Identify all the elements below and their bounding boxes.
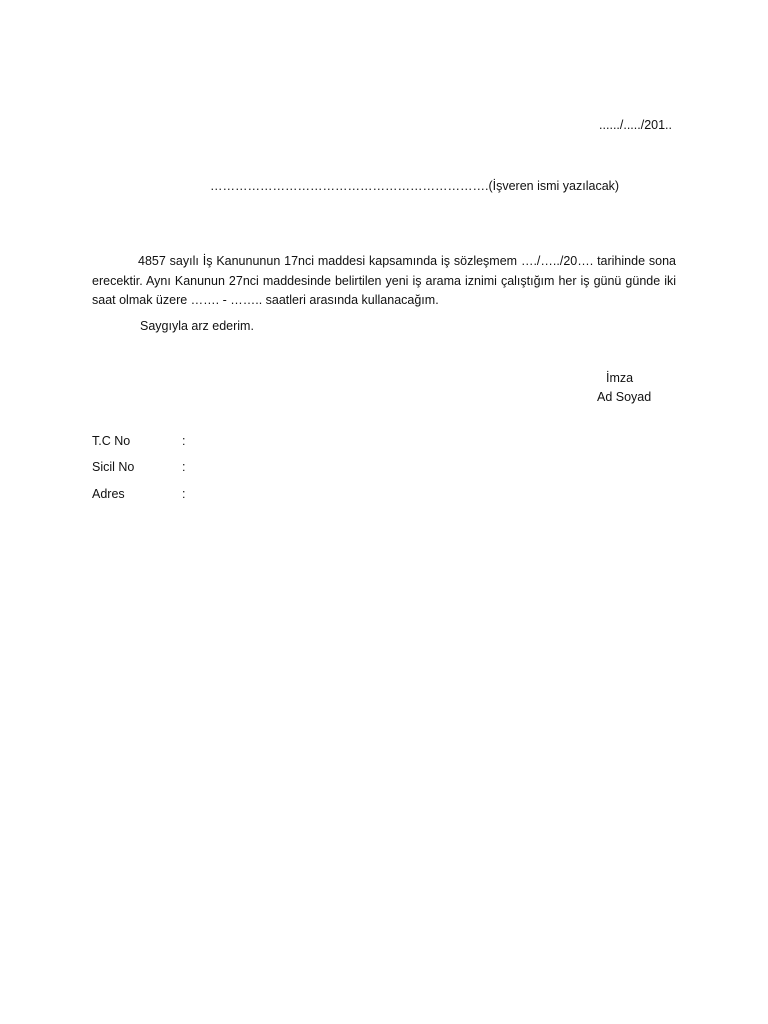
field-row-sicil-no [92, 458, 292, 478]
field-row-tc-no [92, 432, 292, 452]
field-separator: : [182, 487, 186, 501]
field-label-tc-no: T.C No [92, 434, 131, 448]
date-line: ....../...../201.. [599, 118, 672, 132]
body-paragraph: 4857 sayılı İş Kanununun 17nci maddesi kapsamında iş sözleşmem …./…../20…. tarihinde sona erecektir. Aynı Kanunun 27nci maddesinde belirtilen yeni iş arama iznimi çalıştığım her iş günü günde iki saat olmak üzere ……. - …….. saatleri arasında kullanacağım. [92, 254, 676, 307]
field-row-adres [92, 485, 292, 505]
name-label: Ad Soyad [597, 390, 652, 404]
field-label-adres: Adres [92, 487, 125, 501]
closing-line: Saygıyla arz ederim. [140, 319, 254, 333]
field-separator: : [182, 434, 186, 448]
field-label-sicil-no: Sicil No [92, 460, 135, 474]
field-separator: : [182, 460, 186, 474]
recipient-line: ………………………………………………………….(İşveren ismi yazılacak) [210, 179, 620, 193]
signature-label: İmza [606, 371, 634, 385]
